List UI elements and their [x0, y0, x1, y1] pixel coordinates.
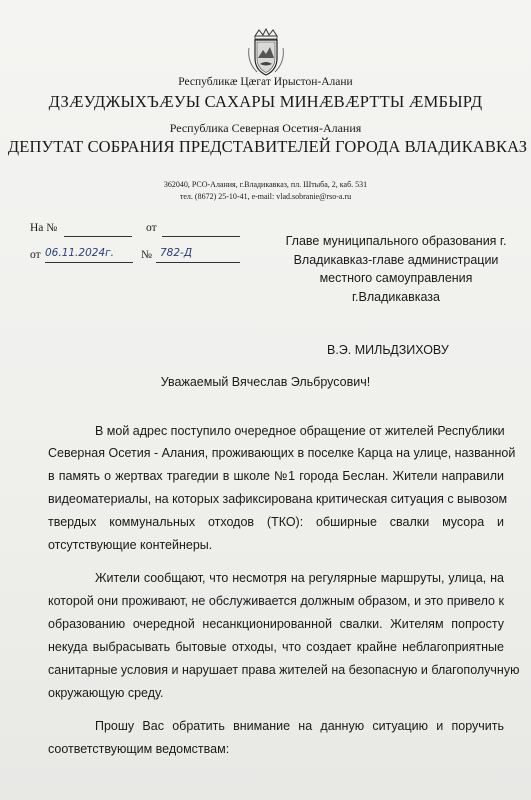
- recipient-name: В.Э. МИЛЬДЗИХОВУ: [327, 343, 449, 357]
- body-line: образованию очередной несанкционированной свалки. Жителям попросту: [48, 617, 504, 631]
- ot-field-line: [162, 236, 240, 237]
- na-label: На №: [30, 222, 58, 234]
- deputy-title: ДЕПУТАТ СОБРАНИЯ ПРЕДСТАВИТЕЛЕЙ ГОРОДА ВЛАДИКАВКАЗ: [7, 137, 528, 156]
- council-name-ossetian: ДЗÆУДЖЫХЪÆУЫ САХАРЫ МИНÆВÆРТТЫ ÆМБЫРД: [48, 92, 483, 111]
- ot-label-2: от: [30, 249, 41, 261]
- body-line: которой они проживают, не обслуживается должным образом, и это привело к: [48, 594, 504, 608]
- greeting: Уважаемый Вячеслав Эльбрусович!: [160, 375, 371, 389]
- address-line: 362040, РСО-Алания, г.Владикавказ, пл. Штыба, 2, каб. 531: [163, 180, 368, 189]
- body-line: Прошу Вас обратить внимание на данную ситуацию и поручить: [95, 719, 504, 733]
- republic-name-ossetian: Республикæ Цæгат Ирыстон-Алани: [178, 76, 353, 88]
- ot-label: от: [146, 222, 157, 234]
- body-line: твердых коммунальных отходов (ТКО): обширные свалки мусора и: [48, 515, 504, 529]
- body-line: Жители сообщают, что несмотря на регулярные маршруты, улица, на: [95, 571, 504, 585]
- recipient-line: местного самоуправления: [319, 271, 473, 285]
- recipient-line: г.Владикавказа: [352, 289, 440, 304]
- body-line: отсутствующие контейнеры.: [48, 538, 213, 552]
- body-line: санитарные условия и нарушает права жителей на безопасную и благополучную: [48, 663, 520, 677]
- body-line: некуда выбрасывать бытовые отходы, что создает крайне неблагоприятные: [48, 640, 504, 654]
- contact-line: тел. (8672) 25-10-41, e-mail: vlad.sobranie@rso-a.ru: [179, 192, 352, 201]
- na-field-line: [64, 236, 132, 237]
- date-field-line: [45, 262, 133, 263]
- body-line: в память о жертвах трагедии в школе №1 города Беслан. Жители направили: [48, 469, 504, 483]
- body-line: видеоматериалы, на которых зафиксирована критическая ситуация с вывозом: [48, 492, 508, 506]
- body-line: Северная Осетия - Алания, проживающих в поселке Карца на улице, названной: [48, 446, 516, 460]
- number-label: №: [141, 249, 152, 261]
- republic-name-russian: Республика Северная Осетия-Алания: [169, 121, 362, 135]
- body-line: соответствующим ведомствам:: [48, 742, 230, 756]
- recipient-line: Владикавказ-главе администрации: [293, 252, 499, 267]
- date-value: 06.11.2024г.: [45, 247, 114, 259]
- body-line: окружающую среду.: [48, 686, 164, 700]
- recipient-line: Главе муниципального образования г.: [285, 234, 507, 248]
- body-line: В мой адрес поступило очередное обращение от жителей Республики: [95, 424, 505, 438]
- coat-of-arms-icon: [247, 28, 285, 78]
- number-field-line: [156, 262, 240, 263]
- recipient-block: [282, 232, 510, 306]
- number-value: 782-Д: [160, 247, 193, 259]
